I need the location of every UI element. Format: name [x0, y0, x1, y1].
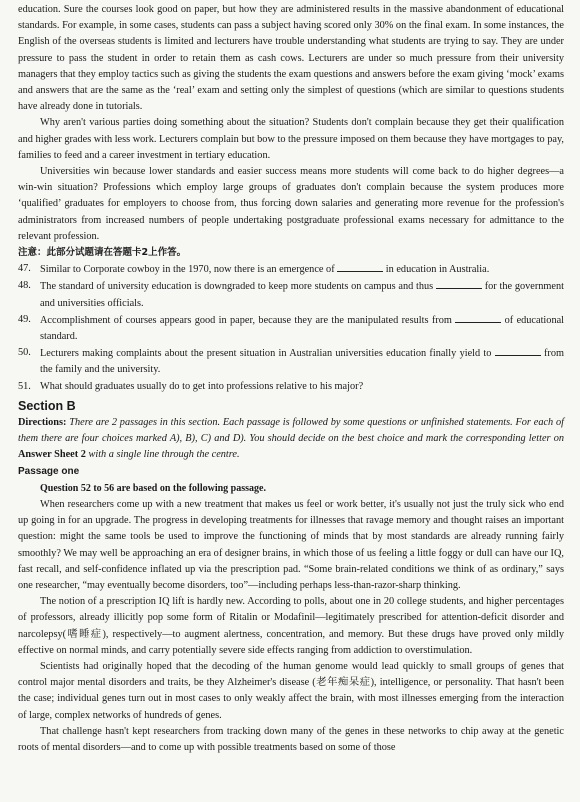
- question-text: [40, 278, 564, 311]
- answer-sheet-note: 注意：此部分试题请在答题卡2上作答。: [18, 247, 187, 259]
- question-tail: in education in Australia.: [385, 264, 490, 276]
- paragraph: Scientists had originally hoped that the decoding of the human genome would lead quickly to small groups of genes that control major mental disorders and traits, be they Alzheimer's disease (老年痴呆症), intelligence, or personality. That hasn't been the case; individual genes turn out in most cases to only weakly affect the brain, with most illnesses emerging from the interaction of large, complex networks of hundreds of genes.: [18, 660, 564, 721]
- question-number: 51.: [18, 380, 31, 392]
- answer-blank[interactable]: [436, 278, 482, 289]
- question-list: [18, 261, 564, 395]
- paragraph: When researchers come up with a new treatment that makes us feel or work better, it's usually not just the truly sick who end up going in for an upgrade. The progress in developing treatments for illnesses that ravage memory and thought raises an important question: might the same tools be used to improve the functioning of minds that by most standards are already running fairly smoothly? We may well be approaching an era of designer brains, in which those of us feeling a little foggy or dull can have our IQ, fast recall, and self-confidence inflated up via the prescription pad. “Some brain-related conditions we think of as ordinary,” says one researcher, “may eventually become disorders, too”—including perhaps less-than-razor-sharp thinking.: [18, 498, 564, 591]
- question-number: 47.: [18, 263, 31, 275]
- passage-one-text: [18, 497, 564, 756]
- directions-label: Directions:: [18, 416, 67, 428]
- question-tail: of educational standard.: [40, 314, 565, 343]
- question-stem: Lecturers making complaints about the present situation in Australian universities education finally yield to: [40, 348, 492, 360]
- question-stem: The standard of university education is downgraded to keep more students on campus and thus: [40, 281, 434, 293]
- answer-blank[interactable]: [495, 345, 541, 356]
- question-tail: from the family and the university.: [40, 348, 565, 376]
- paragraph: Universities win because lower standards and easier success means more students will come back to do higher degrees—a win-win situation? Professions which employ large groups of graduates don't complain because the system produces more ‘qualified’ graduates for employers to choose from, thus forcing down salaries and generating more revenue for the profession's administrators from increased numbers of people undertaking postgraduate professional exams necessary for admittance to the relevant profession.: [18, 166, 564, 242]
- directions-text: There are 2 passages in this section. Each passage is followed by some questions or unfinished statements. For each of them there are four choices marked A), B), C) and D). You should decide on the best choice and mark the corresponding letter on: [18, 416, 564, 445]
- section-title: Section B: [18, 398, 76, 413]
- passage-title: Passage one: [18, 466, 80, 478]
- passage-subtitle: Question 52 to 56 are based on the following passage.: [40, 482, 266, 494]
- question-item: [18, 379, 564, 395]
- answer-blank[interactable]: [455, 312, 501, 323]
- question-tail: for the government and universities officials.: [40, 281, 565, 309]
- question-number: 48.: [18, 280, 31, 292]
- question-number: 50.: [18, 347, 31, 359]
- question-item: [18, 345, 564, 378]
- answer-sheet-ref: Answer Sheet 2: [18, 449, 86, 461]
- paragraph: The notion of a prescription IQ lift is hardly new. According to polls, about one in 20 college students, and higher percentages of professors, already illicitly pop some form of Ritalin or Modafinil—legitimately prescribed for attention-deficit disorder and narcolepsy(嗜睡症), respectively—to augment alertness, concentration, and memory. But these drugs have proved only mildly effective on normal minds, and carry potentially severe side effects ranging from addiction to overstimulation.: [18, 596, 564, 656]
- directions: [18, 415, 564, 464]
- question-text: What should graduates usually do to get into professions relative to his major?: [40, 380, 364, 392]
- question-stem: Similar to Corporate cowboy in the 1970, now there is an emergence of: [40, 264, 335, 276]
- question-item: [18, 312, 564, 345]
- question-item: [18, 261, 564, 278]
- passage-text-top: [18, 2, 564, 245]
- directions-text-end: with a single line through the centre.: [85, 449, 240, 461]
- question-stem: Accomplishment of courses appears good in paper, because they are the manipulated results from: [40, 314, 452, 326]
- question-text: [40, 345, 564, 378]
- paragraph: That challenge hasn't kept researchers from tracking down many of the genes in these networks to chip away at the genetic roots of mental disorders—and to come up with possible treatments based on some of those: [18, 725, 564, 753]
- question-text: [40, 312, 564, 345]
- question-item: [18, 278, 564, 311]
- question-number: 49.: [18, 313, 31, 325]
- question-text: [40, 261, 564, 278]
- paragraph: Why aren't various parties doing something about the situation? Students don't complain because they get their qualification and higher grades with less work. Lecturers complain but bow to the pressure imposed on them because they have mortgages to pay, families to feed and a career investment in tertiary education.: [18, 117, 564, 161]
- answer-blank[interactable]: [337, 261, 383, 272]
- paragraph: education. Sure the courses look good on paper, but how they are administered results in the massive abandonment of educational standards. For example, in some cases, students can pass a subject having scored only 30% on the final exam. In some instances, the English of the overseas students is limited and lecturers have trouble understanding what students are trying to say. They are under pressure to pass the student in order to retain them as cash cows. Lecturers are under so much pressure from their university managers that they employ tactics such as giving the students the exam questions and answers before the exam giving ‘mock’ exams and answers that are the same as the ‘real’ exam and setting only the simplest of questions (which are similar to questions students have already done in tutorials.: [18, 4, 564, 113]
